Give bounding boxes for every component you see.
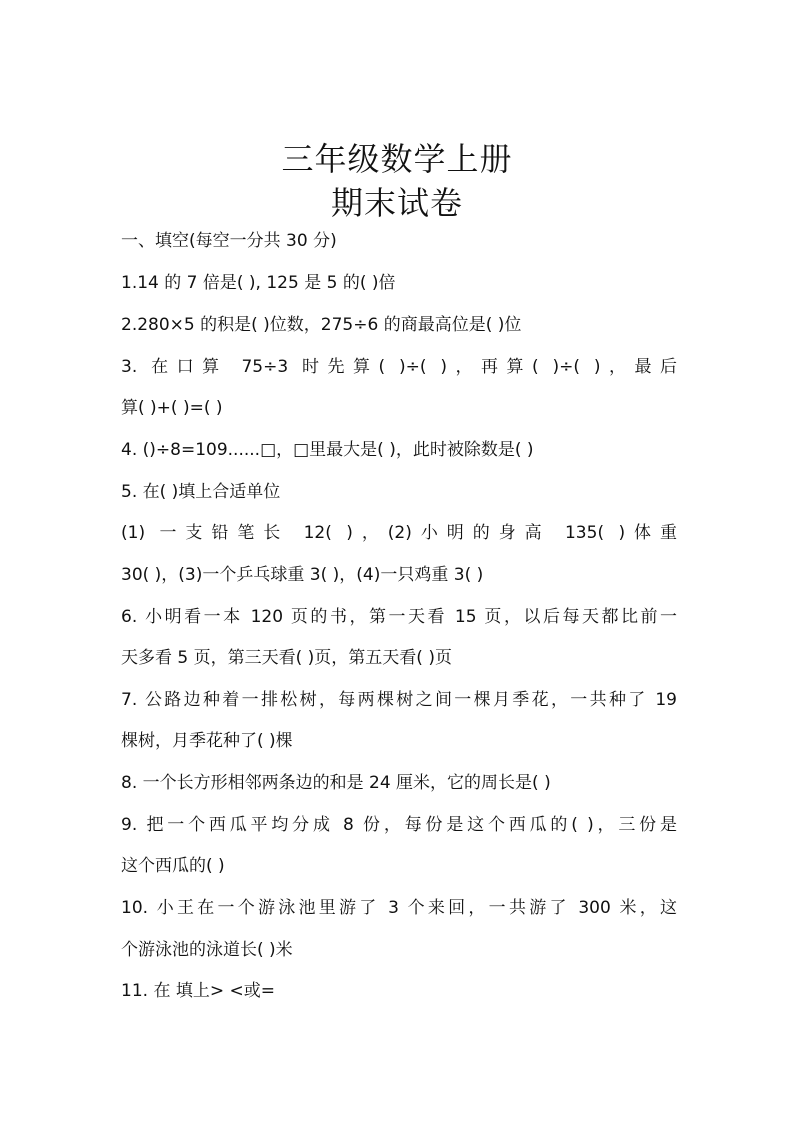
question-2: 2.280×5 的积是( )位数，275÷6 的商最高位是( )位 (121, 315, 522, 335)
question-3-line-1: 3. 在口算 75÷3 时先算( )÷( )，再算( )÷( )，最后 (121, 357, 677, 377)
question-3-line-2: 算( )+( )=( ) (121, 398, 223, 418)
question-5: 5. 在( )填上合适单位 (121, 482, 281, 502)
question-6-line-2: 天多看 5 页，第三天看( )页，第五天看( )页 (121, 648, 452, 668)
question-9-line-1: 9. 把一个西瓜平均分成 8 份，每份是这个西瓜的( )，三份是 (121, 815, 677, 835)
question-11: 11. 在 填上> <或= (121, 981, 275, 1001)
question-4: 4. ()÷8=109......□，□里最大是( )，此时被除数是( ) (121, 440, 534, 460)
question-5-line-2: 30( )，(3)一个乒乓球重 3( )，(4)一只鸡重 3( ) (121, 565, 484, 585)
exam-title: 三年级数学上册 (281, 140, 513, 178)
question-9-line-2: 这个西瓜的( ) (121, 856, 225, 876)
question-7-line-1: 7. 公路边种着一排松树，每两棵树之间一棵月季花，一共种了 19 (121, 690, 677, 710)
question-10-line-1: 10. 小王在一个游泳池里游了 3 个来回，一共游了 300 米，这 (121, 898, 677, 918)
question-10-line-2: 个游泳池的泳道长( )米 (121, 940, 293, 960)
question-1: 1.14 的 7 倍是( ), 125 是 5 的( )倍 (121, 273, 396, 293)
question-5-line-1: (1) 一支铅笔长 12( )，(2)小明的身高 135( )体重 (121, 523, 677, 543)
question-6-line-1: 6. 小明看一本 120 页的书，第一天看 15 页，以后每天都比前一 (121, 607, 677, 627)
question-7-line-2: 棵树，月季花种了( )棵 (121, 731, 293, 751)
question-8: 8. 一个长方形相邻两条边的和是 24 厘米，它的周长是( ) (121, 773, 551, 793)
section-heading-fill-blank: 一、填空(每空一分共 30 分) (121, 231, 337, 251)
exam-subtitle: 期末试卷 (330, 184, 463, 222)
